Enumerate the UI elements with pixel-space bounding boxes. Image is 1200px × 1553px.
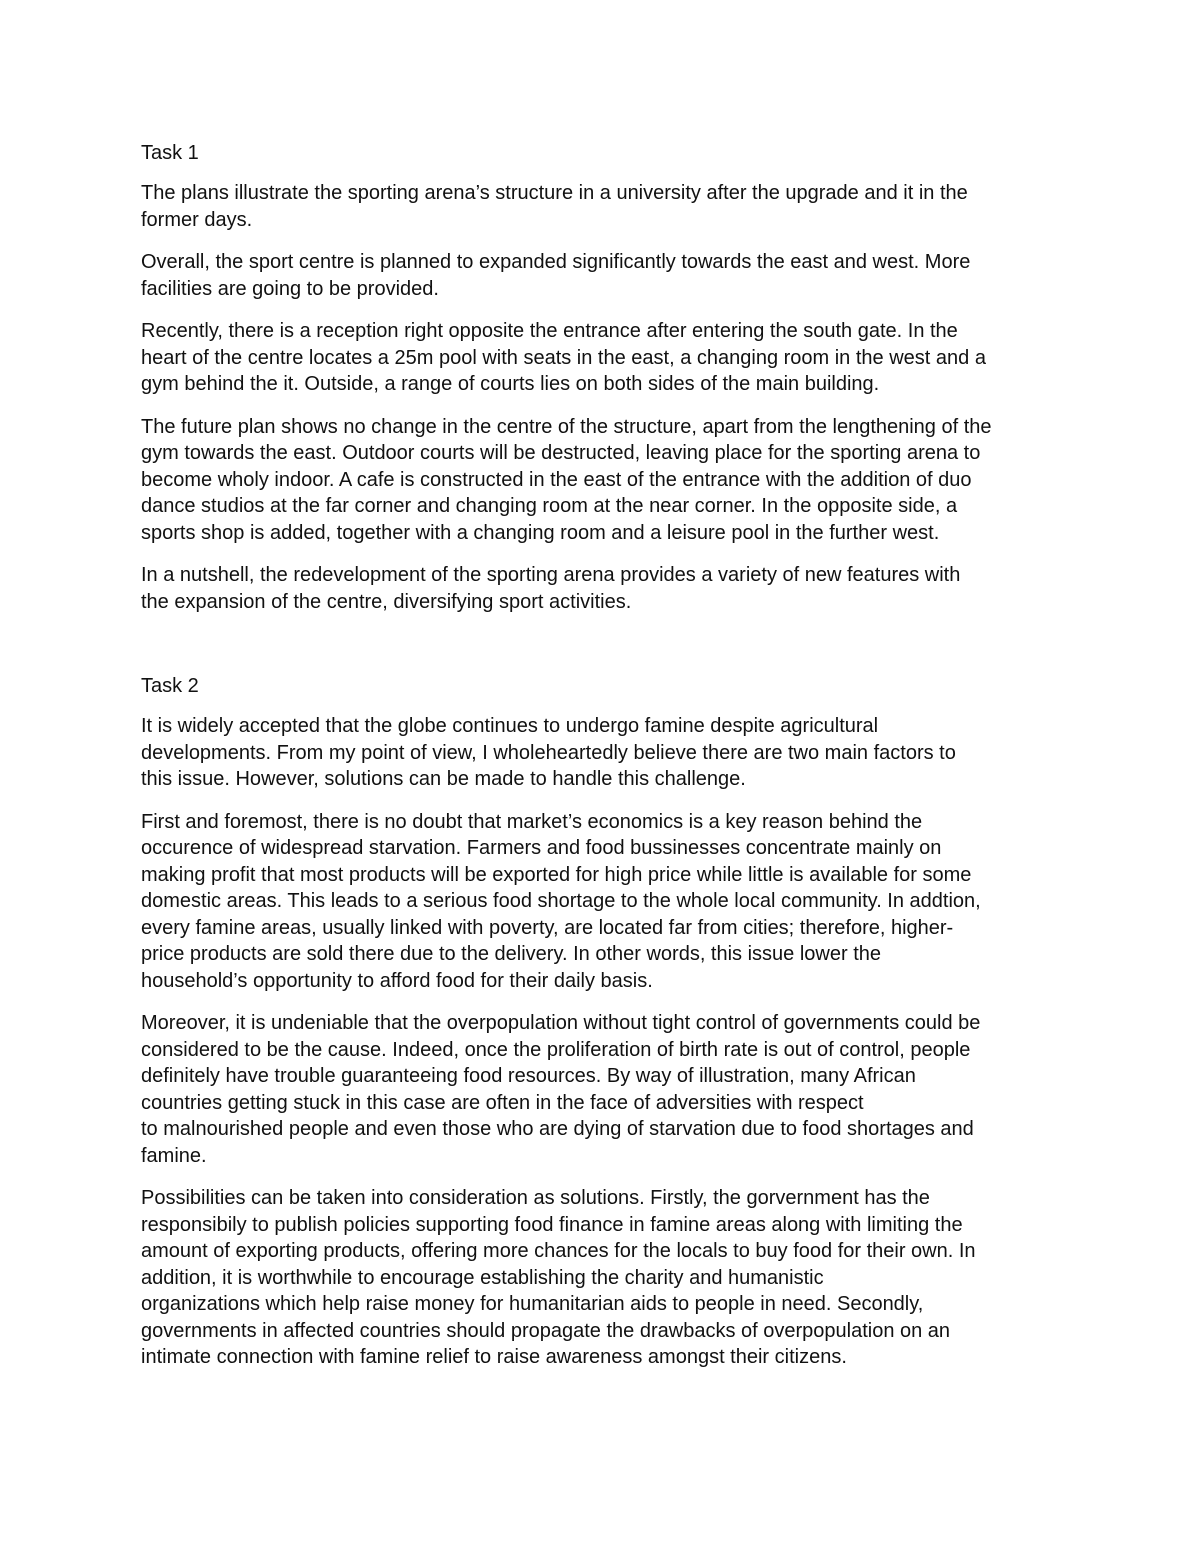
task1-paragraph-2: Overall, the sport centre is planned to expanded significantly towards the east and west. More facilities are going to be provided. xyxy=(141,251,971,300)
task1-paragraph-4: The future plan shows no change in the centre of the structure, apart from the lengthening of the gym towards the east. Outdoor courts will be destructed, leaving place for the sporting arena to become wholy indoor. A cafe is constructed in the east of the entrance with the addition of duo dance studios at the far corner and changing room at the near corner. In the opposite side, a sports shop is added, together with a changing room and a leisure pool in the further west. xyxy=(141,415,992,544)
task2-heading: Task 2 xyxy=(141,675,199,697)
section-spacer xyxy=(141,631,1071,673)
task1-section xyxy=(141,140,1071,615)
task2-paragraph-1: It is widely accepted that the globe continues to undergo famine despite agricultural developments. From my point of view, I wholeheartedly believe there are two main factors to this issue. However, solutions can be made to handle this challenge. xyxy=(141,715,956,790)
task2-section xyxy=(141,673,1071,1371)
task1-paragraph-3: Recently, there is a reception right opposite the entrance after entering the south gate. In the heart of the centre locates a 25m pool with seats in the east, a changing room in the west and a gym behind the it. Outside, a range of courts lies on both sides of the main building. xyxy=(141,320,986,395)
task2-paragraph-4: Possibilities can be taken into consideration as solutions. Firstly, the gorvernment has the responsibily to publish policies supporting food finance in famine areas along with limiting the amount of exporting products, offering more chances for the locals to buy food for their own. In addition, it is worthwhile to encourage establishing the charity and humanistic organizations which help raise money for humanitarian aids to people in need. Secondly, governments in affected countries should propagate the drawbacks of overpopulation on an intimate connection with famine relief to raise awareness amongst their citizens. xyxy=(141,1187,976,1368)
task2-paragraph-2: First and foremost, there is no doubt that market’s economics is a key reason behind the occurence of widespread starvation. Farmers and food bussinesses concentrate mainly on making profit that most products will be exported for high price while little is available for some domestic areas. This leads to a serious food shortage to the whole local community. In addtion, every famine areas, usually linked with poverty, are located far from cities; therefore, higher- price products are sold there due to the delivery. In other words, this issue lower the household’s opportunity to afford food for their daily basis. xyxy=(141,810,981,992)
document-page xyxy=(141,140,1071,1387)
task1-heading: Task 1 xyxy=(141,142,199,164)
task1-paragraph-5: In a nutshell, the redevelopment of the sporting arena provides a variety of new features with the expansion of the centre, diversifying sport activities. xyxy=(141,564,961,613)
task2-paragraph-3: Moreover, it is undeniable that the overpopulation without tight control of governments could be considered to be the cause. Indeed, once the proliferation of birth rate is out of control, people definitely have trouble guaranteeing food resources. By way of illustration, many African countries getting stuck in this case are often in the face of adversities with respect to malnourished people and even those who are dying of starvation due to food shortages and famine. xyxy=(141,1012,981,1167)
task1-paragraph-1: The plans illustrate the sporting arena’s structure in a university after the upgrade and it in the former days. xyxy=(141,182,968,231)
